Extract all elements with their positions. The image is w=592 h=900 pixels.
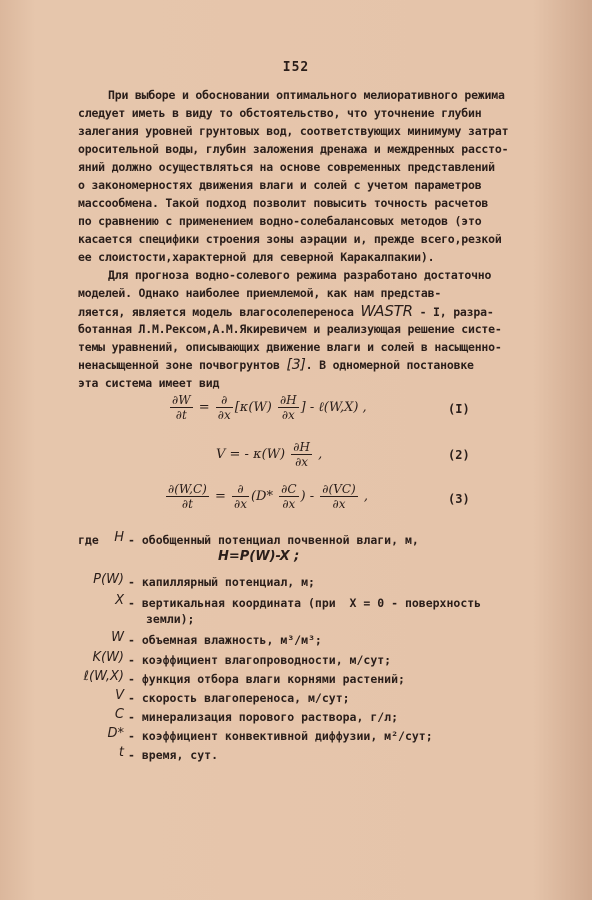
equation-number: (I): [448, 402, 470, 416]
definition-text: - объемная влажность, м³/м³;: [128, 633, 322, 647]
numerator: ∂(W,C): [168, 482, 207, 496]
term: ): [300, 489, 306, 504]
denominator: ∂x: [332, 497, 346, 511]
symbol: P(W): [93, 572, 124, 587]
definition-text: - минерализация порового раствора, г/л;: [128, 710, 399, 724]
symbol: X: [115, 593, 124, 608]
fraction: [232, 482, 249, 511]
minus-sign: -: [309, 489, 315, 504]
definition-text: - капиллярный потенциал, м;: [128, 575, 315, 589]
fraction: [216, 393, 233, 422]
text-fragment: ненасыщенной зоне почвогрунтов: [78, 358, 287, 372]
equation-1: [168, 393, 367, 422]
denominator: ∂x: [282, 497, 296, 511]
fraction: [291, 440, 312, 469]
definition-text: - обобщенный потенциал почвенной влаги, м,: [128, 533, 419, 547]
page-number: I52: [282, 60, 310, 75]
text-line: [78, 358, 474, 373]
numerator: ∂: [216, 393, 233, 408]
text-line: При выборе и обосновании оптимального мелиоративного режима: [108, 88, 505, 102]
where-label: где: [78, 533, 99, 547]
numerator: ∂H: [279, 393, 297, 407]
numerator: ∂C: [281, 482, 297, 496]
definition-text: - время, сут.: [128, 748, 219, 762]
fraction: [320, 482, 357, 511]
term: [κ(W): [234, 400, 272, 415]
numerator: ∂H: [293, 440, 310, 454]
symbol: K(W): [92, 650, 124, 665]
definition-text: - вертикальная координата (при X = 0 - поверхность: [128, 596, 482, 610]
denominator: ∂x: [281, 408, 295, 422]
definition-text: - коэффициент конвективной диффузии, м²/сут;: [128, 729, 433, 743]
text-line: [78, 304, 494, 320]
definition-text: - функция отбора влаги корнями растений;: [128, 672, 405, 686]
citation: [3]: [286, 357, 306, 373]
text-line: массообмена. Такой подход позволит повысить точность расчетов: [78, 196, 489, 210]
denominator: ∂t: [181, 497, 193, 511]
text-line: следует иметь в виду то обстоятельство, что уточнение глубин: [78, 106, 482, 120]
text-line: яний должно осуществляться на основе современных представлений: [78, 160, 495, 174]
symbol: C: [114, 707, 124, 722]
symbol: t: [118, 745, 124, 760]
denominator: ∂x: [217, 408, 231, 422]
fraction: [170, 393, 193, 422]
definition-text: земли);: [146, 612, 195, 626]
term: (D*: [250, 489, 273, 504]
equation-number: (3): [448, 492, 470, 506]
formula: H=P(W)-X ;: [218, 549, 300, 564]
text-line: темы уравнений, описывающих движение влаги и солей в насыщенно-: [78, 340, 502, 354]
denominator: ∂x: [234, 497, 247, 511]
text-fragment: - I, разра-: [412, 305, 494, 319]
model-name: WASTR: [360, 302, 413, 320]
text-line: касается специфики строения зоны аэрации и, прежде всего,резкой: [78, 232, 502, 246]
term: ]: [300, 400, 306, 415]
text-line: о закономерностях движения влаги и солей с учетом параметров: [78, 178, 482, 192]
text-line: по сравнению с применением водно-солебалансовых методов (это: [78, 214, 482, 228]
numerator: ∂(VC): [322, 482, 356, 496]
text-line: оросительной воды, глубин заложения дренажа и междренных рассто-: [78, 142, 509, 156]
symbol: H: [114, 530, 124, 545]
term: V = - κ(W): [216, 447, 286, 462]
text-line: моделей. Однако наиболее приемлемой, как нам представ-: [78, 286, 442, 300]
equation-2: [216, 440, 322, 469]
text-fragment: ляется, является модель влагосолепереноса: [78, 305, 361, 319]
term: ,: [318, 447, 323, 462]
fraction: [279, 482, 298, 511]
symbol: ℓ(W,X): [83, 669, 124, 684]
symbol: D*: [107, 726, 124, 741]
term: ,: [363, 489, 368, 504]
definition-text: - скорость влагопереноса, м/сут;: [128, 691, 350, 705]
text-fragment: . В одномерной постановке: [305, 358, 474, 372]
text-line: залегания уровней грунтовых вод, соответствующих минимуму затрат: [78, 124, 509, 138]
fraction: [166, 482, 209, 511]
equals-sign: =: [214, 489, 226, 504]
numerator: ∂: [232, 482, 249, 497]
denominator: ∂t: [175, 408, 187, 422]
symbol: V: [115, 688, 124, 703]
text-line: Для прогноза водно-солевого режима разработано достаточно: [108, 268, 492, 282]
term: - ℓ(W,X) ,: [309, 400, 367, 415]
equals-sign: =: [198, 400, 210, 415]
denominator: ∂x: [295, 455, 309, 469]
fraction: [278, 393, 299, 422]
text-line: эта система имеет вид: [78, 376, 220, 390]
text-line: ботанная Л.М.Рексом,А.М.Якиревичем и реализующая решение систе-: [78, 322, 502, 336]
equation-number: (2): [448, 448, 470, 462]
numerator: ∂W: [172, 393, 191, 407]
text-line: ее слоистости,характерной для северной Каракалпакии).: [78, 250, 435, 264]
definition-text: - коэффициент влагопроводности, м/сут;: [128, 653, 392, 667]
symbol: W: [111, 630, 124, 645]
equation-3: [164, 482, 368, 511]
